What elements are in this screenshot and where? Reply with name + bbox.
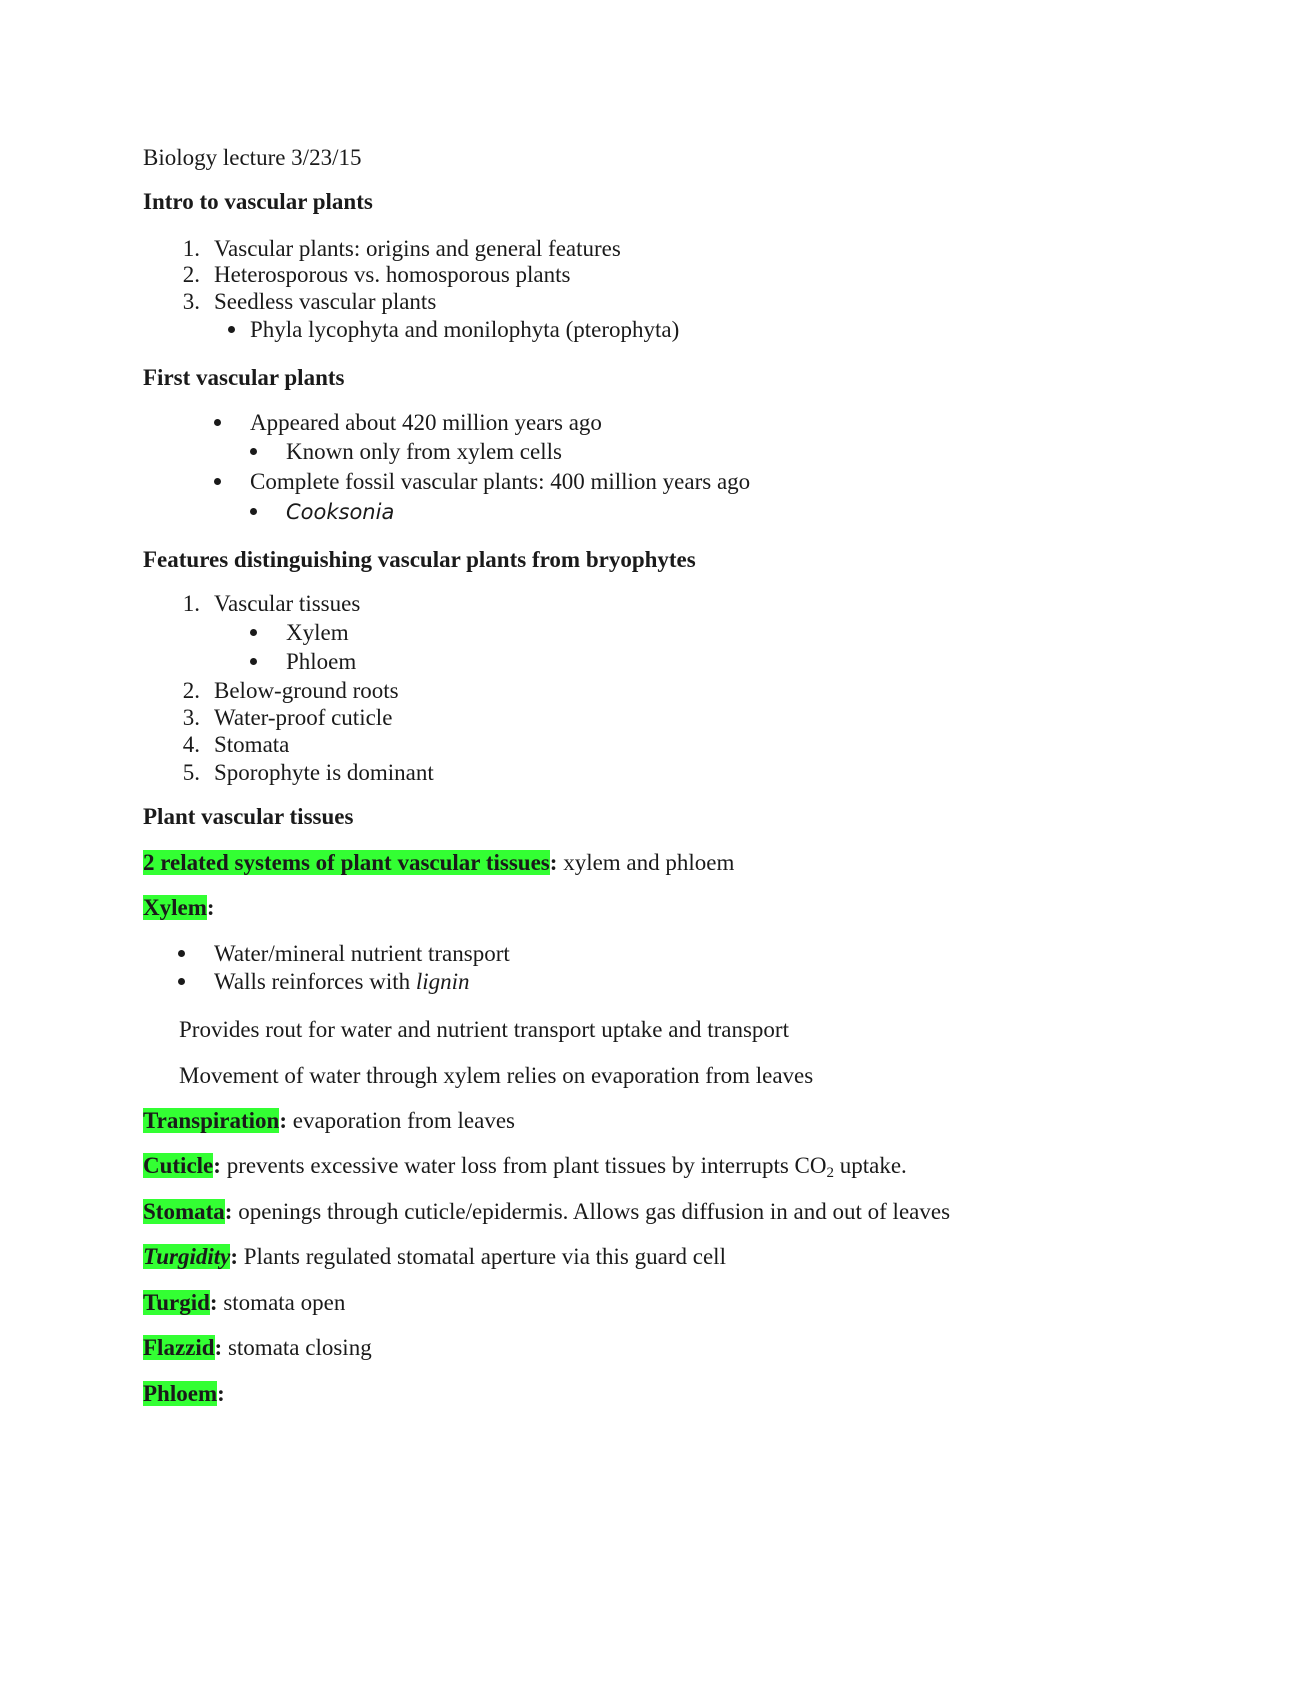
bullet-icon [214,478,221,485]
definition: stomata open [223,1290,346,1315]
list-item: Cooksonia [286,500,395,524]
heading-first-vascular: First vascular plants [143,365,345,390]
list-number: 5. [182,760,200,785]
list-item: Water-proof cuticle [214,705,393,730]
list-item: Stomata [214,732,290,757]
list-item: Complete fossil vascular plants: 400 million years ago [250,469,751,494]
list-item: Phyla lycophyta and monilophyta (pterophyta) [250,317,680,342]
paragraph: Movement of water through xylem relies on evaporation from leaves [179,1063,814,1088]
highlighted-term: Turgidity [143,1244,231,1269]
definition: prevents excessive water loss from plant tissues by interrupts CO [226,1153,827,1178]
term-turgid: Turgid: stomata open [143,1290,346,1315]
list-item: Appeared about 420 million years ago [250,410,602,435]
term-transpiration: Transpiration: evaporation from leaves [143,1108,515,1133]
definition: openings through cuticle/epidermis. Allows gas diffusion in and out of leaves [238,1199,951,1224]
list-item: Seedless vascular plants [214,289,437,314]
highlighted-term: 2 related systems of plant vascular tissues [143,850,550,875]
list-item: Vascular tissues [214,591,361,616]
list-number: 4. [182,732,200,757]
definition: xylem and phloem [563,850,735,875]
bullet-icon [214,419,221,426]
highlighted-term: Xylem [143,895,207,920]
definition: stomata closing [227,1335,372,1360]
bullet-icon [250,448,257,455]
list-number: 1. [182,591,200,616]
list-item: Sporophyte is dominant [214,760,434,785]
highlighted-term: Transpiration [143,1108,280,1133]
xylem-line: Xylem: [143,895,215,920]
highlighted-term: Flazzid [143,1335,215,1360]
document-title: Biology lecture 3/23/15 [143,145,362,170]
list-number: 2. [182,262,200,287]
list-item: Known only from xylem cells [286,439,562,464]
list-number: 3. [182,289,200,314]
list-item: Water/mineral nutrient transport [214,941,510,966]
bullet-icon [178,950,185,957]
highlighted-term: Cuticle [143,1153,214,1178]
list-item: Xylem [286,620,349,645]
list-item: Walls reinforces with lignin [214,969,470,994]
bullet-icon [250,658,257,665]
lignin-term: lignin [415,969,470,994]
term-cuticle: Cuticle: prevents excessive water loss from plant tissues by interrupts $CO_2$ uptake. [143,1153,907,1181]
bullet-icon [228,326,235,333]
list-number: 2. [182,678,200,703]
term-phloem: Phloem: [143,1381,225,1406]
heading-intro: Intro to vascular plants [143,189,373,214]
list-number: 3. [182,705,200,730]
term-flazzid: Flazzid: stomata closing [143,1335,372,1360]
list-item: Below-ground roots [214,678,399,703]
definition: evaporation from leaves [292,1108,515,1133]
highlighted-term: Phloem [143,1381,218,1406]
bullet-icon [250,629,257,636]
heading-plant-tissues: Plant vascular tissues [143,804,354,829]
paragraph: Provides rout for water and nutrient transport uptake and transport [179,1017,789,1042]
list-number: 1. [182,236,200,261]
heading-features: Features distinguishing vascular plants from bryophytes [143,547,696,572]
related-systems-line: 2 related systems of plant vascular tissues: xylem and phloem [143,850,735,875]
term-stomata: Stomata: openings through cuticle/epidermis. Allows gas diffusion in and out of leaves [143,1199,951,1224]
bullet-icon [178,978,185,985]
definition: Plants regulated stomatal aperture via this guard cell [243,1244,726,1269]
list-item: Heterosporous vs. homosporous plants [214,262,571,287]
term-turgidity: Turgidity: Plants regulated stomatal aperture via this guard cell [143,1244,726,1269]
highlighted-term: Stomata [143,1199,225,1224]
list-item: Phloem [286,649,357,674]
list-item: Vascular plants: origins and general features [214,236,621,261]
bullet-icon [250,508,257,515]
highlighted-term: Turgid [143,1290,210,1315]
